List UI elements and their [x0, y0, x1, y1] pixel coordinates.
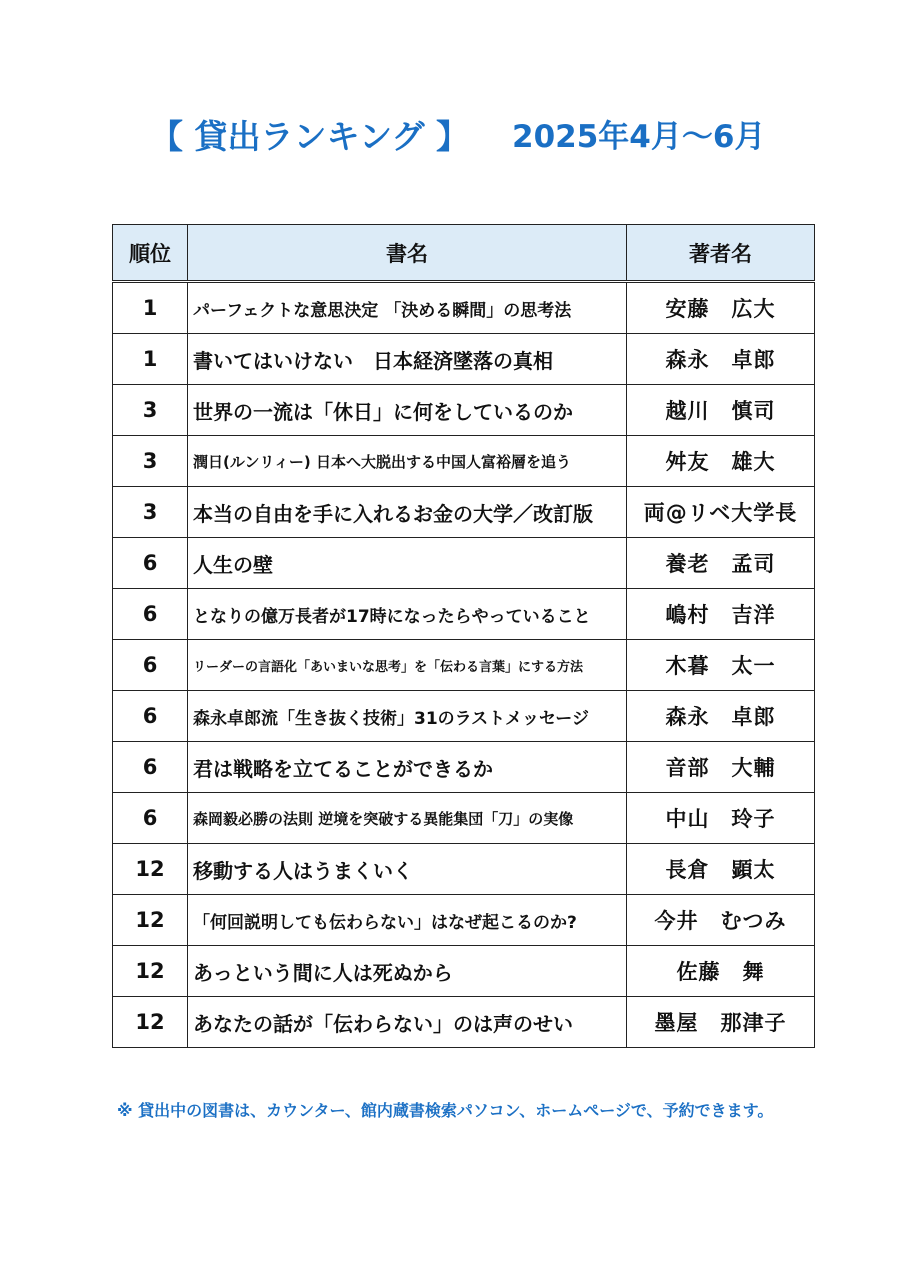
reservation-note: ※ 貸出中の図書は、カウンター、館内蔵書検索パソコン、ホームページで、予約できます。 — [117, 1101, 774, 1120]
author-cell: 安藤 広大 — [627, 282, 815, 334]
table-header-row — [113, 225, 815, 282]
author-cell: 木暮 太一 — [627, 640, 815, 691]
author-cell: 音部 大輔 — [627, 742, 815, 793]
rank-cell: 3 — [113, 436, 188, 487]
book-title-cell: 人生の壁 — [188, 538, 627, 589]
author-cell: 今井 むつみ — [627, 895, 815, 946]
page-title: 【 貸出ランキング 】 — [150, 117, 469, 156]
column-header-author: 著者名 — [627, 225, 815, 282]
author-cell: 墨屋 那津子 — [627, 997, 815, 1048]
rank-cell: 12 — [113, 997, 188, 1048]
book-title-cell: 君は戦略を立てることができるか — [188, 742, 627, 793]
rank-cell: 3 — [113, 385, 188, 436]
book-title-cell: 本当の自由を手に入れるお金の大学／改訂版 — [188, 487, 627, 538]
rank-cell: 3 — [113, 487, 188, 538]
table-row — [113, 282, 815, 334]
table-row — [113, 793, 815, 844]
author-cell: 舛友 雄大 — [627, 436, 815, 487]
book-title-cell: 森岡毅必勝の法則 逆境を突破する異能集団「刀」の実像 — [188, 793, 627, 844]
table-row — [113, 844, 815, 895]
rank-cell: 12 — [113, 946, 188, 997]
rank-cell: 12 — [113, 844, 188, 895]
table-row — [113, 640, 815, 691]
book-title-cell: 世界の一流は「休日」に何をしているのか — [188, 385, 627, 436]
book-title-cell: 森永卓郎流「生き抜く技術」31のラストメッセージ — [188, 691, 627, 742]
book-title-cell: あなたの話が「伝わらない」のは声のせい — [188, 997, 627, 1048]
author-cell: 森永 卓郎 — [627, 334, 815, 385]
book-title-cell: パーフェクトな意思決定 「決める瞬間」の思考法 — [188, 282, 627, 334]
rank-cell: 12 — [113, 895, 188, 946]
table-row — [113, 436, 815, 487]
table-row — [113, 691, 815, 742]
table-row — [113, 946, 815, 997]
column-header-rank: 順位 — [113, 225, 188, 282]
book-title-cell: リーダーの言語化「あいまいな思考」を「伝わる言葉」にする方法 — [188, 640, 627, 691]
table-row — [113, 385, 815, 436]
book-title-cell: あっという間に人は死ぬから — [188, 946, 627, 997]
table-row — [113, 895, 815, 946]
table-row — [113, 997, 815, 1048]
author-cell: 養老 孟司 — [627, 538, 815, 589]
book-title-cell: 「何回説明しても伝わらない」はなぜ起こるのか? — [188, 895, 627, 946]
table-row — [113, 334, 815, 385]
author-cell: 両@リベ大学長 — [627, 487, 815, 538]
book-title-cell: 書いてはいけない 日本経済墜落の真相 — [188, 334, 627, 385]
rank-cell: 6 — [113, 538, 188, 589]
rank-cell: 1 — [113, 282, 188, 334]
book-title-cell: 移動する人はうまくいく — [188, 844, 627, 895]
table-row — [113, 538, 815, 589]
rank-cell: 6 — [113, 640, 188, 691]
author-cell: 中山 玲子 — [627, 793, 815, 844]
rank-cell: 6 — [113, 742, 188, 793]
ranking-table — [112, 224, 815, 1048]
page-header — [0, 112, 905, 162]
book-title-cell: となりの億万長者が17時になったらやっていること — [188, 589, 627, 640]
ranking-period: 2025年4月～6月 — [512, 119, 766, 155]
author-cell: 越川 慎司 — [627, 385, 815, 436]
column-header-title: 書名 — [188, 225, 627, 282]
table-row — [113, 742, 815, 793]
author-cell: 長倉 顕太 — [627, 844, 815, 895]
table-row — [113, 487, 815, 538]
book-title-cell: 潤日(ルンリィー) 日本へ大脱出する中国人富裕層を追う — [188, 436, 627, 487]
author-cell: 嶋村 吉洋 — [627, 589, 815, 640]
author-cell: 森永 卓郎 — [627, 691, 815, 742]
rank-cell: 6 — [113, 589, 188, 640]
rank-cell: 6 — [113, 691, 188, 742]
rank-cell: 1 — [113, 334, 188, 385]
author-cell: 佐藤 舞 — [627, 946, 815, 997]
rank-cell: 6 — [113, 793, 188, 844]
table-row — [113, 589, 815, 640]
